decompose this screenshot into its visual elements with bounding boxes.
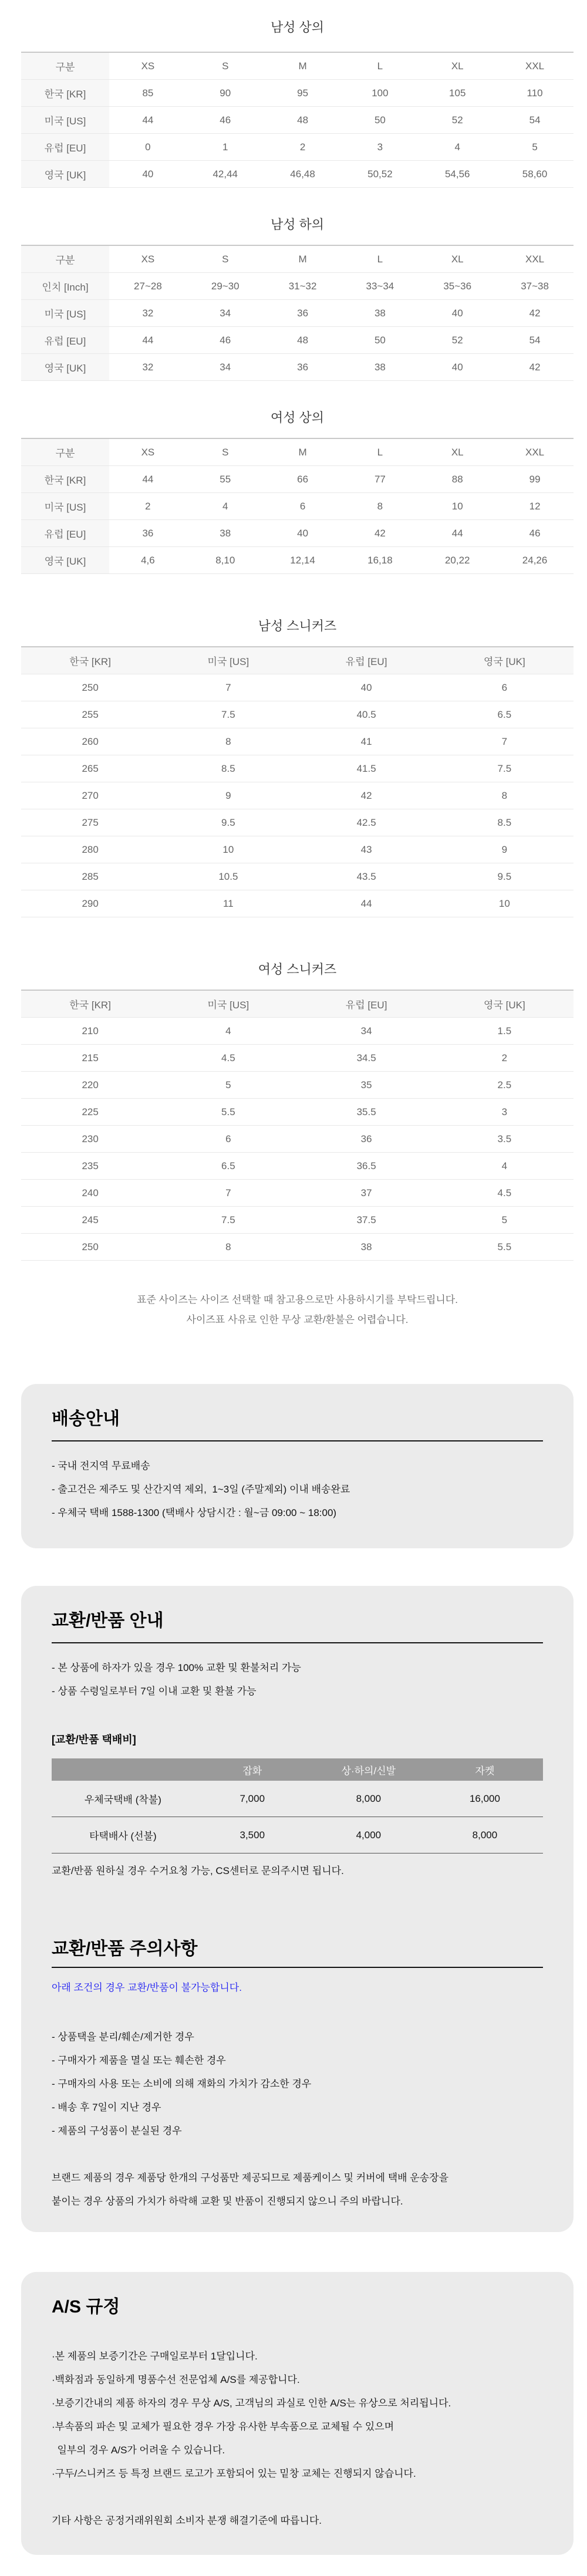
bottom-spacer <box>0 2555 587 2576</box>
table-row <box>21 1018 573 1045</box>
exchange-heading: 교환/반품 안내 <box>52 1611 164 1630</box>
table-cell: 290 <box>21 890 159 917</box>
table-row <box>21 701 573 728</box>
shipping-heading: 배송안내 <box>52 1409 120 1429</box>
table-cell: 100 <box>341 80 419 107</box>
table-cell: 38 <box>341 300 419 327</box>
table-cell: 43.5 <box>298 863 436 890</box>
heading-divider <box>52 1967 543 1968</box>
table-row <box>21 493 573 520</box>
table-cell: 7 <box>159 1180 297 1207</box>
chart-title-womens-sneakers: 여성 스니커즈 <box>258 962 337 977</box>
table-cell: 48 <box>264 107 342 134</box>
table-cell: 4.5 <box>159 1045 297 1072</box>
table-cell: 5 <box>159 1072 297 1099</box>
table-cell: 타택배사 (선불) <box>52 1817 194 1853</box>
table-cell: 245 <box>21 1207 159 1234</box>
table-cell: 10 <box>436 890 573 917</box>
table-cell: 5 <box>436 1207 573 1234</box>
table-cell: 8 <box>159 728 297 755</box>
table-cell: 44 <box>109 466 187 493</box>
table-cell: 35 <box>298 1072 436 1099</box>
table-row <box>21 520 573 547</box>
table-cell: 85 <box>109 80 187 107</box>
table-cell: 8,10 <box>187 547 264 574</box>
column-header: L <box>341 245 419 273</box>
table-cell: 1 <box>187 134 264 161</box>
table-cell: 34.5 <box>298 1045 436 1072</box>
column-header: S <box>187 245 264 273</box>
table-cell: 8.5 <box>436 809 573 836</box>
table-cell: 36 <box>109 520 187 547</box>
table-cell: 46 <box>187 327 264 354</box>
table-row <box>21 107 573 134</box>
table-cell: 16,000 <box>427 1781 543 1817</box>
table-cell: 10 <box>419 493 496 520</box>
table-cell: 44 <box>419 520 496 547</box>
table-cell: 55 <box>187 466 264 493</box>
table-cell: 4 <box>187 493 264 520</box>
table-cell: 265 <box>21 755 159 782</box>
table-row <box>21 1180 573 1207</box>
table-cell: 225 <box>21 1099 159 1126</box>
table-cell: 16,18 <box>341 547 419 574</box>
table-cell: 38 <box>341 354 419 381</box>
table-cell: 40 <box>419 354 496 381</box>
text-line: - 상품 수령일로부터 7일 이내 교환 및 환불 가능 <box>52 1686 257 1697</box>
column-header: M <box>264 52 342 80</box>
column-header: S <box>187 438 264 466</box>
table-cell: 3 <box>436 1099 573 1126</box>
table-cell: 4 <box>419 134 496 161</box>
table-cell: 32 <box>109 300 187 327</box>
table-cell: 20,22 <box>419 547 496 574</box>
table-cell: 9 <box>159 782 297 809</box>
table-cell: 6.5 <box>159 1153 297 1180</box>
table-cell: 110 <box>496 80 573 107</box>
caution-paragraph <box>52 2166 543 2213</box>
table-cell: 95 <box>264 80 342 107</box>
table-cell: 미국 [US] <box>21 107 109 134</box>
table-cell: 6 <box>436 674 573 701</box>
table-row <box>21 755 573 782</box>
table-cell: 33~34 <box>341 273 419 300</box>
table-cell: 2 <box>264 134 342 161</box>
exchange-return-box <box>21 1586 573 2232</box>
table-cell: 52 <box>419 327 496 354</box>
table-cell: 90 <box>187 80 264 107</box>
table-cell: 41 <box>298 728 436 755</box>
table-cell: 36 <box>264 354 342 381</box>
table-cell: 8.5 <box>159 755 297 782</box>
table-cell: 영국 [UK] <box>21 354 109 381</box>
table-cell: 8 <box>159 1234 297 1261</box>
table-cell: 34 <box>187 300 264 327</box>
table-cell: 40.5 <box>298 701 436 728</box>
table-cell: 11 <box>159 890 297 917</box>
table-cell: 영국 [UK] <box>21 547 109 574</box>
column-header: XS <box>109 52 187 80</box>
table-cell: 12 <box>496 493 573 520</box>
table-cell: 37.5 <box>298 1207 436 1234</box>
size-charts-section <box>21 0 573 1330</box>
chart-title-mens-sneakers: 남성 스니커즈 <box>258 619 337 633</box>
table-header-row <box>21 52 573 80</box>
table-row <box>21 273 573 300</box>
table-cell: 40 <box>419 300 496 327</box>
column-header: XXL <box>496 52 573 80</box>
column-header: 영국 [UK] <box>436 647 573 674</box>
table-cell: 46 <box>187 107 264 134</box>
size-chart-womens-sneakers <box>21 990 573 1261</box>
table-cell: 8 <box>341 493 419 520</box>
text-line: ·본 제품의 보증기간은 구매일로부터 1달입니다. <box>52 2351 258 2362</box>
column-header: 구분 <box>21 245 109 273</box>
table-row <box>21 1207 573 1234</box>
table-cell: 50,52 <box>341 161 419 188</box>
caution-intro: 아래 조건의 경우 교환/반품이 불가능합니다. <box>52 1982 242 1993</box>
table-cell: 6 <box>159 1126 297 1153</box>
table-cell: 48 <box>264 327 342 354</box>
table-row <box>21 547 573 574</box>
column-header: 구분 <box>21 438 109 466</box>
table-cell: 유럽 [EU] <box>21 134 109 161</box>
table-row <box>21 1153 573 1180</box>
table-cell: 41.5 <box>298 755 436 782</box>
table-cell: 9.5 <box>436 863 573 890</box>
size-chart-mens-bottoms <box>21 245 573 381</box>
as-policy-box <box>21 2272 573 2555</box>
size-chart-mens-sneakers <box>21 646 573 917</box>
heading-divider <box>52 1642 543 1643</box>
table-cell: 58,60 <box>496 161 573 188</box>
column-header: 유럽 [EU] <box>298 990 436 1018</box>
table-cell: 46 <box>496 520 573 547</box>
table-cell: 한국 [KR] <box>21 80 109 107</box>
text-line: - 배송 후 7일이 지난 경우 <box>52 2102 161 2113</box>
table-cell: 54 <box>496 107 573 134</box>
table-cell: 36 <box>264 300 342 327</box>
text-line: ·백화점과 동일하게 명품수선 전문업체 A/S를 제공합니다. <box>52 2374 300 2385</box>
text-line: - 국내 전지역 무료배송 <box>52 1460 150 1471</box>
table-cell: 영국 [UK] <box>21 161 109 188</box>
table-row <box>21 809 573 836</box>
table-cell: 유럽 [EU] <box>21 327 109 354</box>
table-cell: 3 <box>341 134 419 161</box>
table-cell: 99 <box>496 466 573 493</box>
text-line: 일부의 경우 A/S가 어려울 수 있습니다. <box>52 2445 225 2456</box>
table-row <box>21 674 573 701</box>
table-cell: 36 <box>298 1126 436 1153</box>
table-row <box>21 300 573 327</box>
table-cell: 8 <box>436 782 573 809</box>
text-line: - 구매자가 제품을 멸실 또는 훼손한 경우 <box>52 2055 226 2066</box>
text-line: ·보증기간내의 제품 하자의 경우 무상 A/S, 고객님의 과실로 인한 A/S는 유상으로 처리됩니다. <box>52 2398 451 2409</box>
table-cell: 210 <box>21 1018 159 1045</box>
column-header: L <box>341 438 419 466</box>
table-cell: 미국 [US] <box>21 493 109 520</box>
table-cell: 37 <box>298 1180 436 1207</box>
table-cell: 44 <box>298 890 436 917</box>
table-row <box>21 80 573 107</box>
table-cell: 6 <box>264 493 342 520</box>
column-header: S <box>187 52 264 80</box>
table-row <box>21 890 573 917</box>
table-cell: 10 <box>159 836 297 863</box>
caution-heading: 교환/반품 주의사항 <box>52 1939 198 1959</box>
table-cell: 5.5 <box>159 1099 297 1126</box>
column-header: 한국 [KR] <box>21 647 159 674</box>
size-note-line2: 사이즈표 사유로 인한 무상 교환/환불은 어렵습니다. <box>186 1314 409 1325</box>
table-cell: 2.5 <box>436 1072 573 1099</box>
table-cell: 250 <box>21 674 159 701</box>
table-cell: 220 <box>21 1072 159 1099</box>
table-cell: 285 <box>21 863 159 890</box>
table-cell: 215 <box>21 1045 159 1072</box>
table-cell: 5 <box>496 134 573 161</box>
fee-table-title: [교환/반품 택배비] <box>52 1734 136 1746</box>
table-header-row <box>21 990 573 1018</box>
table-cell: 260 <box>21 728 159 755</box>
table-cell: 43 <box>298 836 436 863</box>
table-cell: 10.5 <box>159 863 297 890</box>
table-cell: 12,14 <box>264 547 342 574</box>
table-cell: 7 <box>436 728 573 755</box>
table-cell: 38 <box>187 520 264 547</box>
table-cell: 54 <box>496 327 573 354</box>
table-cell: 235 <box>21 1153 159 1180</box>
table-row <box>21 728 573 755</box>
table-cell: 52 <box>419 107 496 134</box>
table-cell: 88 <box>419 466 496 493</box>
table-cell: 44 <box>109 107 187 134</box>
text-line: - 본 상품에 하자가 있을 경우 100% 교환 및 환불처리 가능 <box>52 1662 301 1673</box>
column-header: 자켓 <box>427 1758 543 1781</box>
table-cell: 미국 [US] <box>21 300 109 327</box>
exchange-fee-table <box>52 1758 543 1853</box>
text-line: ·부속품의 파손 및 교체가 필요한 경우 가장 유사한 부속품으로 교체될 수 있으며 <box>52 2421 394 2432</box>
table-cell: 2 <box>109 493 187 520</box>
table-cell: 6.5 <box>436 701 573 728</box>
table-row <box>21 1045 573 1072</box>
column-header: M <box>264 438 342 466</box>
column-header <box>52 1758 194 1781</box>
column-header: 영국 [UK] <box>436 990 573 1018</box>
column-header: XL <box>419 245 496 273</box>
table-row <box>21 327 573 354</box>
shipping-info-box <box>21 1384 573 1548</box>
table-row <box>21 161 573 188</box>
table-row <box>52 1781 543 1817</box>
exchange-item-list <box>52 1656 543 1703</box>
table-cell: 7 <box>159 674 297 701</box>
table-cell: 34 <box>187 354 264 381</box>
table-cell: 2 <box>436 1045 573 1072</box>
column-header: XS <box>109 245 187 273</box>
table-cell: 24,26 <box>496 547 573 574</box>
table-cell: 8,000 <box>427 1817 543 1853</box>
table-cell: 9.5 <box>159 809 297 836</box>
table-cell: 7.5 <box>159 701 297 728</box>
table-cell: 9 <box>436 836 573 863</box>
size-note-line1: 표준 사이즈는 사이즈 선택할 때 참고용으로만 사용하시기를 부탁드립니다. <box>137 1294 458 1305</box>
table-cell: 29~30 <box>187 273 264 300</box>
table-cell: 35.5 <box>298 1099 436 1126</box>
table-cell: 4 <box>436 1153 573 1180</box>
table-cell: 280 <box>21 836 159 863</box>
chart-title-womens-tops: 여성 상의 <box>270 410 325 425</box>
text-line: 브랜드 제품의 경우 제품당 한개의 구성품만 제공되므로 제품케이스 및 커버에 택배 운송장을 <box>52 2172 448 2183</box>
table-cell: 8,000 <box>311 1781 427 1817</box>
text-line: - 상품택을 분리/훼손/제거한 경우 <box>52 2031 194 2042</box>
table-cell: 37~38 <box>496 273 573 300</box>
column-header: 상·하의/신발 <box>311 1758 427 1781</box>
table-cell: 42 <box>341 520 419 547</box>
table-cell: 275 <box>21 809 159 836</box>
table-row <box>21 1126 573 1153</box>
column-header: L <box>341 52 419 80</box>
table-cell: 54,56 <box>419 161 496 188</box>
fee-table-header-row <box>52 1758 543 1781</box>
column-header: XL <box>419 52 496 80</box>
shipping-item-list <box>52 1454 543 1525</box>
table-cell: 34 <box>298 1018 436 1045</box>
table-cell: 40 <box>298 674 436 701</box>
table-cell: 46,48 <box>264 161 342 188</box>
chart-title-mens-bottoms: 남성 하의 <box>270 217 325 232</box>
table-row <box>21 782 573 809</box>
table-header-row <box>21 438 573 466</box>
table-cell: 66 <box>264 466 342 493</box>
text-line: - 제품의 구성품이 분실된 경우 <box>52 2125 182 2136</box>
column-header: 미국 [US] <box>159 990 297 1018</box>
chart-title-mens-tops: 남성 상의 <box>270 20 325 35</box>
table-cell: 42 <box>496 354 573 381</box>
column-header: 미국 [US] <box>159 647 297 674</box>
table-cell: 35~36 <box>419 273 496 300</box>
column-header: 잡화 <box>194 1758 311 1781</box>
table-cell: 50 <box>341 327 419 354</box>
heading-divider <box>52 1440 543 1441</box>
text-line: - 우체국 택배 1588-1300 (택배사 상담시간 : 월~금 09:00 ~ 18:00) <box>52 1507 337 1518</box>
table-cell: 31~32 <box>264 273 342 300</box>
table-cell: 40 <box>109 161 187 188</box>
table-cell: 42 <box>496 300 573 327</box>
table-cell: 255 <box>21 701 159 728</box>
table-cell: 240 <box>21 1180 159 1207</box>
table-cell: 7.5 <box>436 755 573 782</box>
fee-table-note: 교환/반품 원하실 경우 수거요청 가능, CS센터로 문의주시면 됩니다. <box>52 1865 344 1876</box>
table-cell: 인치 [Inch] <box>21 273 109 300</box>
text-line: - 출고건은 제주도 및 산간지역 제외, 1~3일 (주말제외) 이내 배송완료 <box>52 1484 350 1495</box>
table-cell: 4,6 <box>109 547 187 574</box>
table-cell: 유럽 [EU] <box>21 520 109 547</box>
table-cell: 5.5 <box>436 1234 573 1261</box>
table-header-row <box>21 245 573 273</box>
text-line: 붙이는 경우 상품의 가치가 하락해 교환 및 반품이 진행되지 않으니 주의 바랍니다. <box>52 2196 403 2207</box>
table-cell: 40 <box>264 520 342 547</box>
table-cell: 105 <box>419 80 496 107</box>
table-cell: 4.5 <box>436 1180 573 1207</box>
column-header: XL <box>419 438 496 466</box>
column-header: XS <box>109 438 187 466</box>
table-row <box>21 1072 573 1099</box>
table-cell: 7.5 <box>159 1207 297 1234</box>
size-chart-womens-tops <box>21 438 573 574</box>
table-row <box>21 863 573 890</box>
table-cell: 0 <box>109 134 187 161</box>
table-cell: 한국 [KR] <box>21 466 109 493</box>
table-cell: 1.5 <box>436 1018 573 1045</box>
table-cell: 77 <box>341 466 419 493</box>
table-row <box>21 466 573 493</box>
table-cell: 4,000 <box>311 1817 427 1853</box>
table-cell: 32 <box>109 354 187 381</box>
table-cell: 27~28 <box>109 273 187 300</box>
table-cell: 3,500 <box>194 1817 311 1853</box>
column-header: 유럽 [EU] <box>298 647 436 674</box>
text-line: - 구매자의 사용 또는 소비에 의해 재화의 가치가 감소한 경우 <box>52 2078 312 2089</box>
column-header: XXL <box>496 245 573 273</box>
as-policy-item-list <box>52 2345 543 2486</box>
table-cell: 270 <box>21 782 159 809</box>
table-row <box>21 836 573 863</box>
text-line: ·구두/스니커즈 등 특정 브랜드 로고가 포함되어 있는 밑창 교체는 진행되지 않습니다. <box>52 2468 416 2479</box>
table-cell: 250 <box>21 1234 159 1261</box>
as-policy-heading: A/S 규정 <box>52 2297 120 2317</box>
table-cell: 우체국택배 (착불) <box>52 1781 194 1817</box>
column-header: XXL <box>496 438 573 466</box>
table-cell: 42.5 <box>298 809 436 836</box>
table-row <box>21 134 573 161</box>
column-header: 구분 <box>21 52 109 80</box>
caution-item-list <box>52 2025 543 2143</box>
table-cell: 50 <box>341 107 419 134</box>
table-row <box>21 1099 573 1126</box>
table-cell: 230 <box>21 1126 159 1153</box>
table-row <box>52 1817 543 1853</box>
table-cell: 38 <box>298 1234 436 1261</box>
table-cell: 42 <box>298 782 436 809</box>
table-cell: 4 <box>159 1018 297 1045</box>
as-policy-footer: 기타 사항은 공정거래위원회 소비자 분쟁 해결기준에 따릅니다. <box>52 2515 322 2526</box>
column-header: M <box>264 245 342 273</box>
table-cell: 3.5 <box>436 1126 573 1153</box>
size-chart-mens-tops <box>21 52 573 188</box>
table-cell: 36.5 <box>298 1153 436 1180</box>
table-row <box>21 1234 573 1261</box>
table-row <box>21 354 573 381</box>
table-cell: 44 <box>109 327 187 354</box>
column-header: 한국 [KR] <box>21 990 159 1018</box>
table-cell: 42,44 <box>187 161 264 188</box>
table-header-row <box>21 647 573 674</box>
table-cell: 7,000 <box>194 1781 311 1817</box>
